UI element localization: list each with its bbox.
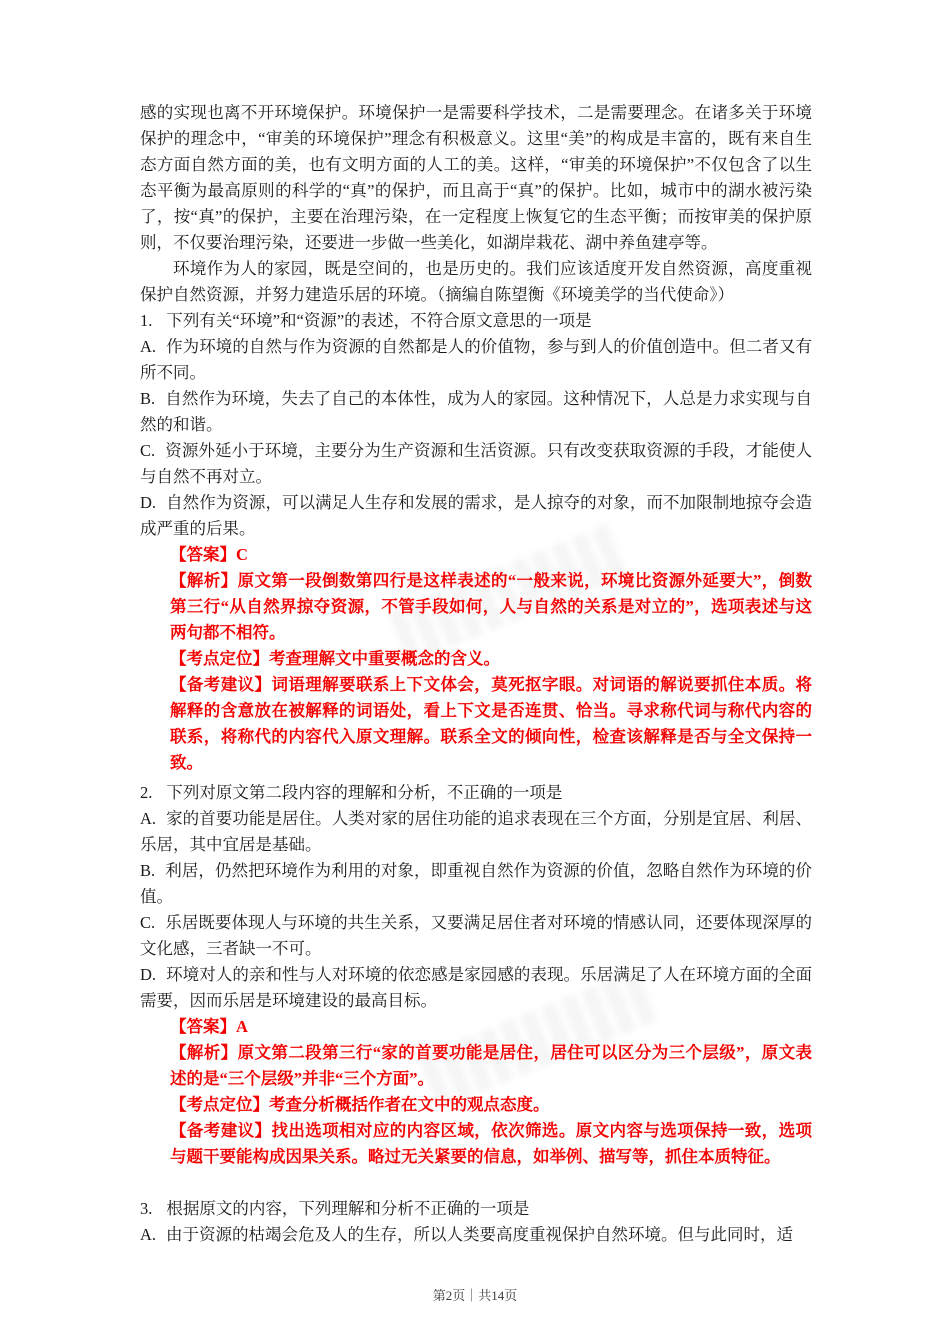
exam-point-text: 考查分析概括作者在文中的观点态度。 [269,1095,550,1114]
option-row [140,1222,812,1248]
option-label: B. [140,861,156,880]
page-content [140,100,812,1248]
option-label: D. [140,965,157,984]
option-text: 由于资源的枯竭会危及人的生存，所以人类要高度重视保护自然环境。但与此同时，适 [166,1225,794,1244]
question-number: 2. [140,783,153,802]
option-row [140,910,812,962]
question-text: 下列有关“环境”和“资源”的表述，不符合原文意思的一项是 [166,311,592,330]
option-row [140,334,812,386]
option-label: D. [140,493,157,512]
body-paragraph: 感的实现也离不开环境保护。环境保护一是需要科学技术，二是需要理念。在诸多关于环境保护的理念中，“审美的环境保护”理念有积极意义。这里“美”的构成是丰富的，既有来自生态方面自然方面的美，也有文明方面的人工的美。这样，“审美的环境保护”不仅包含了以生态平衡为最高原则的科学的“真”的保护，而且高于“真”的保护。比如，城市中的湖水被污染了，按“真”的保护，主要在治理污染，在一定程度上恢复它的生态平衡；而按审美的保护原则，不仅要治理污染，还要进一步做一些美化，如湖岸栽花、湖中养鱼建亭等。 [140,103,812,252]
option-row [140,386,812,438]
exam-point-label: 【考点定位】 [170,649,269,668]
question-number: 1. [140,311,153,330]
question-stem [140,780,812,806]
advice-label: 【备考建议】 [170,675,272,694]
exam-point-text: 考查理解文中重要概念的含义。 [269,649,500,668]
question-3 [140,1196,812,1248]
option-row [140,962,812,1014]
advice-text: 词语理解要联系上下文体会，莫死抠字眼。对词语的解说要抓住本质。将解释的含意放在被解释的词语处，看上下文是否连贯、恰当。寻求称代词与称代内容的联系，将称代的内容代入原文理解。联系全文的倾向性，检查该解释是否与全文保持一致。 [170,675,813,772]
question-2 [140,780,812,1170]
answer-label: 【答案】 [170,545,236,564]
question-stem [140,1196,812,1222]
option-text: 环境对人的亲和性与人对环境的依恋感是家园感的表现。乐居满足了人在环境方面的全面需要，因而乐居是环境建设的最高目标。 [140,965,812,1010]
option-row [140,490,812,542]
question-1 [140,308,812,776]
option-text: 乐居既要体现人与环境的共生关系，又要满足居住者对环境的情感认同，还要体现深厚的文化感，三者缺一不可。 [140,913,812,958]
analysis-label: 【解析】 [170,1043,238,1062]
option-text: 自然作为资源，可以满足人生存和发展的需求，是人掠夺的对象，而不加限制地掠夺会造成严重的后果。 [140,493,812,538]
option-text: 家的首要功能是居住。人类对家的居住功能的追求表现在三个方面，分别是宜居、利居、乐居，其中宜居是基础。 [140,809,812,854]
analysis-label: 【解析】 [170,571,238,590]
analysis-line [170,568,812,646]
option-label: A. [140,1225,157,1244]
answer-label: 【答案】 [170,1017,236,1036]
answer-value: C [236,545,248,564]
answer-block [170,542,812,776]
option-text: 资源外延小于环境，主要分为生产资源和生活资源。只有改变获取资源的手段，才能使人与自然不再对立。 [140,441,812,486]
page-number: 第2页｜共14页 [432,1288,518,1303]
exam-point-line [170,646,812,672]
advice-line [170,672,812,776]
advice-label: 【备考建议】 [170,1121,272,1140]
page-footer [0,1285,950,1304]
exam-point-label: 【考点定位】 [170,1095,269,1114]
option-label: B. [140,389,156,408]
question-text: 根据原文的内容，下列理解和分析不正确的一项是 [166,1199,530,1218]
question-text: 下列对原文第二段内容的理解和分析，不正确的一项是 [166,783,563,802]
answer-value: A [236,1017,248,1036]
analysis-text: 原文第一段倒数第四行是这样表述的“一般来说，环境比资源外延要大”，倒数第三行“从自然界掠夺资源，不管手段如何，人与自然的关系是对立的”，选项表述与这两句都不相符。 [170,571,813,642]
option-label: A. [140,337,157,356]
answer-line [170,1014,812,1040]
exam-point-line [170,1092,812,1118]
option-label: C. [140,913,156,932]
option-label: A. [140,809,157,828]
option-label: C. [140,441,156,460]
option-text: 作为环境的自然与作为资源的自然都是人的价值物，参与到人的价值创造中。但二者又有所不同。 [140,337,812,382]
option-row [140,858,812,910]
advice-line [170,1118,812,1170]
option-row [140,438,812,490]
analysis-line [170,1040,812,1092]
question-number: 3. [140,1199,153,1218]
analysis-text: 原文第二段第三行“家的首要功能是居住，居住可以区分为三个层级”，原文表述的是“三个层级”并非“三个方面”。 [170,1043,813,1088]
option-row [140,806,812,858]
answer-block [170,1014,812,1170]
option-text: 自然作为环境，失去了自己的本体性，成为人的家园。这种情况下，人总是力求实现与自然的和谐。 [140,389,812,434]
advice-text: 找出选项相对应的内容区域，依次筛选。原文内容与选项保持一致，选项与题干要能构成因果关系。略过无关紧要的信息，如举例、描写等，抓住本质特征。 [170,1121,813,1166]
body-paragraph: 环境作为人的家园，既是空间的，也是历史的。我们应该适度开发自然资源，高度重视保护自然资源，并努力建造乐居的环境。（摘编自陈望衡《环境美学的当代使命》） [140,259,812,304]
question-stem [140,308,812,334]
answer-line [170,542,812,568]
option-text: 利居，仍然把环境作为利用的对象，即重视自然作为资源的价值，忽略自然作为环境的价值。 [140,861,812,906]
